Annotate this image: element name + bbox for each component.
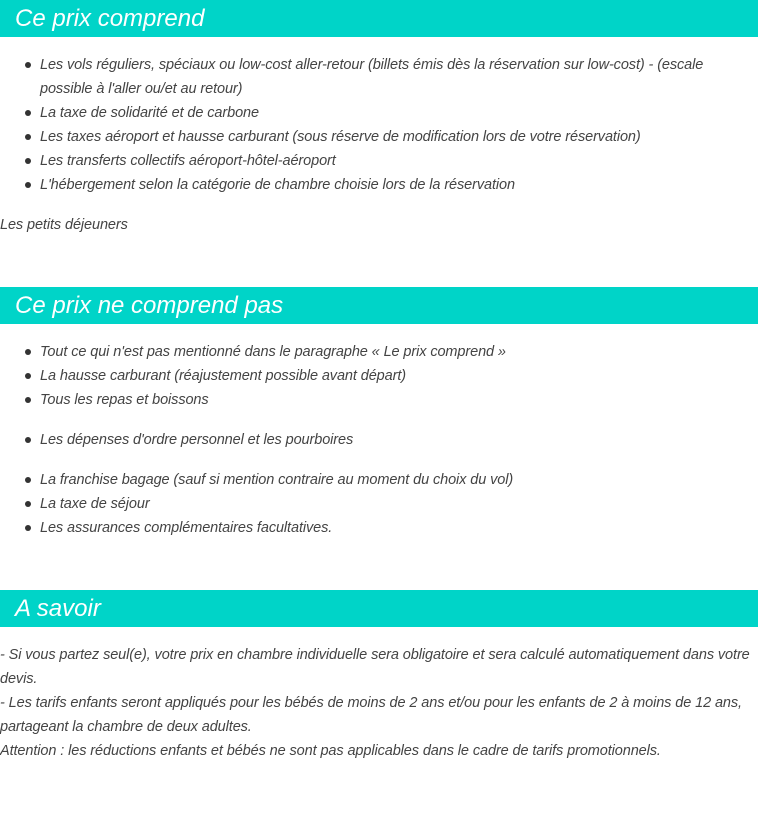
list-item: La hausse carburant (réajustement possible avant départ) [0, 364, 758, 388]
section-header-excludes [0, 287, 758, 324]
list-item: Les dépenses d'ordre personnel et les pourboires [0, 428, 758, 452]
list-item: La franchise bagage (sauf si mention contraire au moment du choix du vol) [0, 468, 758, 492]
list-item: Tout ce qui n'est pas mentionné dans le paragraphe « Le prix comprend » [0, 340, 758, 364]
list-item: L'hébergement selon la catégorie de chambre choisie lors de la réservation [0, 173, 758, 197]
includes-extra-text: Les petits déjeuners [0, 217, 128, 233]
section-title-excludes: Ce prix ne comprend pas [15, 292, 284, 319]
list-item: Les taxes aéroport et hausse carburant (sous réserve de modification lors de votre réservation) [0, 125, 758, 149]
info-line: Attention : les réductions enfants et bébés ne sont pas applicables dans le cadre de tarifs promotionnels. [0, 743, 661, 759]
list-item: Tous les repas et boissons [0, 388, 758, 412]
info-text [0, 643, 752, 763]
section-header-info [0, 590, 758, 627]
section-title-includes: Ce prix comprend [15, 5, 205, 32]
list-item: Les assurances complémentaires facultatives. [0, 516, 758, 540]
excludes-list [0, 340, 758, 540]
section-header-includes [0, 0, 758, 37]
list-item: La taxe de séjour [0, 492, 758, 516]
list-item: Les transferts collectifs aéroport-hôtel-aéroport [0, 149, 758, 173]
list-item: La taxe de solidarité et de carbone [0, 101, 758, 125]
includes-list [0, 53, 758, 197]
info-line: - Si vous partez seul(e), votre prix en chambre individuelle sera obligatoire et sera calculé automatiquement dans votre devis. [0, 647, 750, 687]
list-item: Les vols réguliers, spéciaux ou low-cost aller-retour (billets émis dès la réservation sur low-cost) - (escale possible à l'aller ou/et au retour) [0, 53, 758, 101]
section-title-info: A savoir [15, 595, 101, 622]
info-line: - Les tarifs enfants seront appliqués pour les bébés de moins de 2 ans et/ou pour les enfants de 2 à moins de 12 ans, partageant la chambre de deux adultes. [0, 695, 742, 735]
